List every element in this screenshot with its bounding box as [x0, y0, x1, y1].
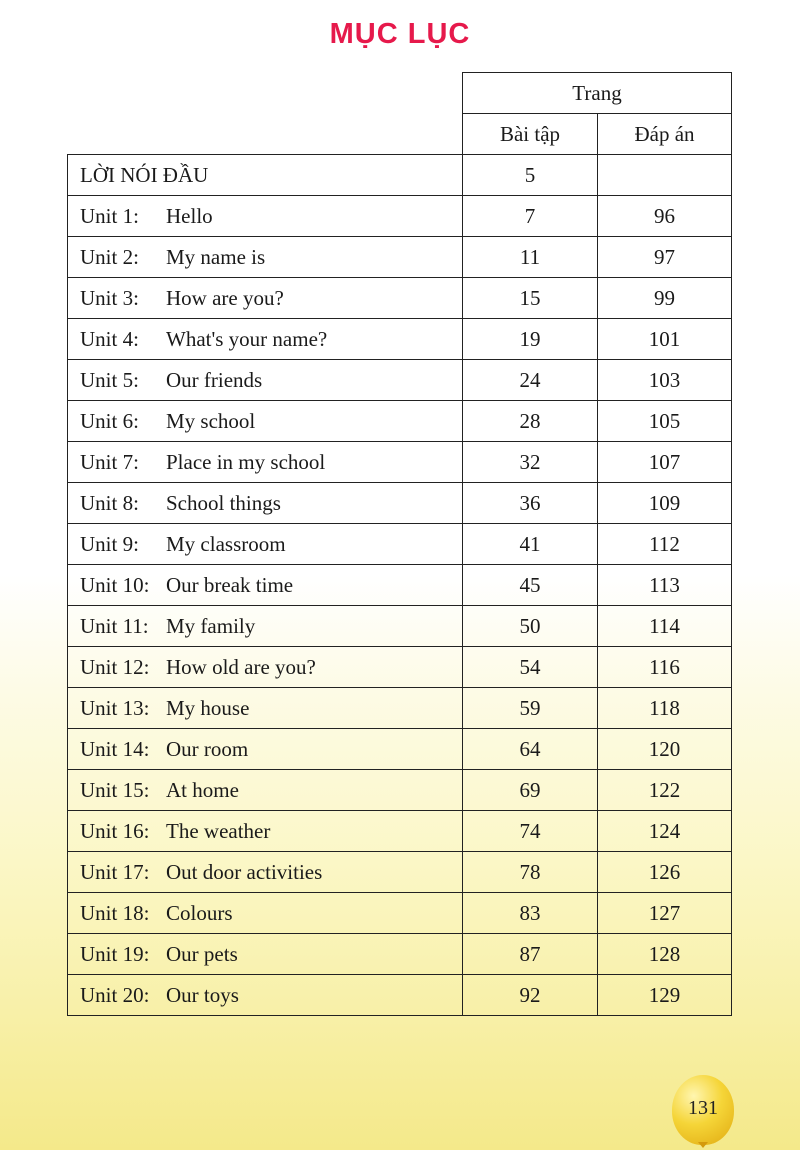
preface-exercises: 5 — [463, 155, 598, 196]
table-row — [68, 565, 732, 606]
unit-name: Our break time — [166, 572, 294, 597]
unit-name: Out door activities — [166, 859, 323, 884]
table-row — [68, 647, 732, 688]
unit-answers-page: 109 — [598, 483, 732, 524]
unit-answers-page: 113 — [598, 565, 732, 606]
unit-exercises-page: 74 — [463, 811, 598, 852]
unit-exercises-page: 92 — [463, 975, 598, 1016]
unit-answers-page: 128 — [598, 934, 732, 975]
unit-exercises-page: 15 — [463, 278, 598, 319]
toc-body — [68, 73, 732, 1016]
table-row — [68, 770, 732, 811]
table-row — [68, 278, 732, 319]
unit-number: Unit 1: — [80, 203, 139, 228]
preface-answers — [598, 155, 732, 196]
unit-number: Unit 10: — [80, 572, 150, 597]
table-row — [68, 729, 732, 770]
unit-number: Unit 2: — [80, 244, 139, 269]
unit-exercises-page: 7 — [463, 196, 598, 237]
table-of-contents — [67, 72, 732, 1016]
unit-number: Unit 18: — [80, 900, 150, 925]
unit-title-cell — [68, 278, 463, 319]
unit-answers-page: 127 — [598, 893, 732, 934]
unit-number: Unit 9: — [80, 531, 139, 556]
unit-title-cell — [68, 688, 463, 729]
unit-name: My name is — [166, 244, 266, 269]
unit-exercises-page: 78 — [463, 852, 598, 893]
unit-title-cell — [68, 483, 463, 524]
unit-title-cell — [68, 770, 463, 811]
unit-answers-page: 107 — [598, 442, 732, 483]
unit-name: The weather — [166, 818, 271, 843]
unit-name: Our friends — [166, 367, 263, 392]
unit-name: Hello — [166, 203, 213, 228]
unit-answers-page: 96 — [598, 196, 732, 237]
unit-exercises-page: 69 — [463, 770, 598, 811]
page-number-balloon — [672, 1075, 734, 1145]
table-row — [68, 606, 732, 647]
unit-answers-page: 129 — [598, 975, 732, 1016]
unit-answers-page: 103 — [598, 360, 732, 401]
unit-title-cell — [68, 442, 463, 483]
unit-exercises-page: 41 — [463, 524, 598, 565]
table-row — [68, 483, 732, 524]
balloon-knot-icon — [698, 1142, 708, 1148]
unit-answers-page: 118 — [598, 688, 732, 729]
table-row — [68, 360, 732, 401]
unit-answers-page: 101 — [598, 319, 732, 360]
unit-number: Unit 5: — [80, 367, 139, 392]
unit-name: Place in my school — [166, 449, 326, 474]
unit-title-cell — [68, 647, 463, 688]
unit-name: How are you? — [166, 285, 284, 310]
unit-name: My family — [166, 613, 256, 638]
unit-name: My school — [166, 408, 256, 433]
unit-exercises-page: 64 — [463, 729, 598, 770]
header-blank-cell — [68, 114, 463, 155]
unit-name: My house — [166, 695, 250, 720]
unit-number: Unit 19: — [80, 941, 150, 966]
table-row — [68, 811, 732, 852]
unit-number: Unit 3: — [80, 285, 139, 310]
table-row — [68, 401, 732, 442]
unit-answers-page: 120 — [598, 729, 732, 770]
table-row — [68, 319, 732, 360]
unit-title-cell — [68, 606, 463, 647]
unit-exercises-page: 59 — [463, 688, 598, 729]
header-trang: Trang — [463, 73, 732, 114]
table-row — [68, 196, 732, 237]
unit-name: Colours — [166, 900, 233, 925]
table-row — [68, 934, 732, 975]
unit-name: At home — [166, 777, 239, 802]
preface-row — [68, 155, 732, 196]
unit-number: Unit 14: — [80, 736, 150, 761]
unit-number: Unit 12: — [80, 654, 150, 679]
unit-number: Unit 4: — [80, 326, 139, 351]
unit-name: My classroom — [166, 531, 286, 556]
page-title: MỤC LỤC — [329, 18, 471, 50]
unit-title-cell — [68, 729, 463, 770]
unit-name: Our toys — [166, 982, 239, 1007]
unit-exercises-page: 54 — [463, 647, 598, 688]
unit-title-cell — [68, 934, 463, 975]
unit-answers-page: 97 — [598, 237, 732, 278]
unit-title-cell — [68, 852, 463, 893]
unit-number: Unit 8: — [80, 490, 139, 515]
unit-answers-page: 124 — [598, 811, 732, 852]
table-row — [68, 524, 732, 565]
header-row-columns — [68, 114, 732, 155]
table-row — [68, 852, 732, 893]
unit-answers-page: 126 — [598, 852, 732, 893]
unit-number: Unit 6: — [80, 408, 139, 433]
unit-answers-page: 112 — [598, 524, 732, 565]
unit-exercises-page: 11 — [463, 237, 598, 278]
table-row — [68, 688, 732, 729]
unit-title-cell — [68, 401, 463, 442]
unit-exercises-page: 87 — [463, 934, 598, 975]
unit-title-cell — [68, 360, 463, 401]
unit-number: Unit 16: — [80, 818, 150, 843]
unit-number: Unit 17: — [80, 859, 150, 884]
unit-exercises-page: 28 — [463, 401, 598, 442]
unit-name: How old are you? — [166, 654, 316, 679]
header-answers: Đáp án — [598, 114, 732, 155]
header-row-group — [68, 73, 732, 114]
unit-answers-page: 116 — [598, 647, 732, 688]
unit-name: School things — [166, 490, 281, 515]
unit-exercises-page: 50 — [463, 606, 598, 647]
preface-label: LỜI NÓI ĐẦU — [68, 155, 463, 196]
unit-answers-page: 122 — [598, 770, 732, 811]
unit-name: Our pets — [166, 941, 238, 966]
unit-exercises-page: 45 — [463, 565, 598, 606]
unit-title-cell — [68, 893, 463, 934]
unit-name: Our room — [166, 736, 249, 761]
unit-answers-page: 105 — [598, 401, 732, 442]
unit-title-cell — [68, 975, 463, 1016]
page-number: 131 — [688, 1097, 718, 1119]
unit-exercises-page: 36 — [463, 483, 598, 524]
unit-exercises-page: 19 — [463, 319, 598, 360]
unit-title-cell — [68, 196, 463, 237]
table-row — [68, 975, 732, 1016]
unit-number: Unit 13: — [80, 695, 150, 720]
unit-title-cell — [68, 319, 463, 360]
unit-answers-page: 99 — [598, 278, 732, 319]
unit-title-cell — [68, 811, 463, 852]
unit-number: Unit 11: — [80, 613, 149, 638]
unit-answers-page: 114 — [598, 606, 732, 647]
unit-number: Unit 7: — [80, 449, 139, 474]
unit-title-cell — [68, 565, 463, 606]
header-exercises: Bài tập — [463, 114, 598, 155]
unit-exercises-page: 32 — [463, 442, 598, 483]
unit-exercises-page: 83 — [463, 893, 598, 934]
unit-number: Unit 20: — [80, 982, 150, 1007]
table-row — [68, 893, 732, 934]
unit-exercises-page: 24 — [463, 360, 598, 401]
header-blank-cell — [68, 73, 463, 114]
unit-title-cell — [68, 237, 463, 278]
table-row — [68, 442, 732, 483]
unit-number: Unit 15: — [80, 777, 150, 802]
table-row — [68, 237, 732, 278]
unit-title-cell — [68, 524, 463, 565]
unit-name: What's your name? — [166, 326, 328, 351]
